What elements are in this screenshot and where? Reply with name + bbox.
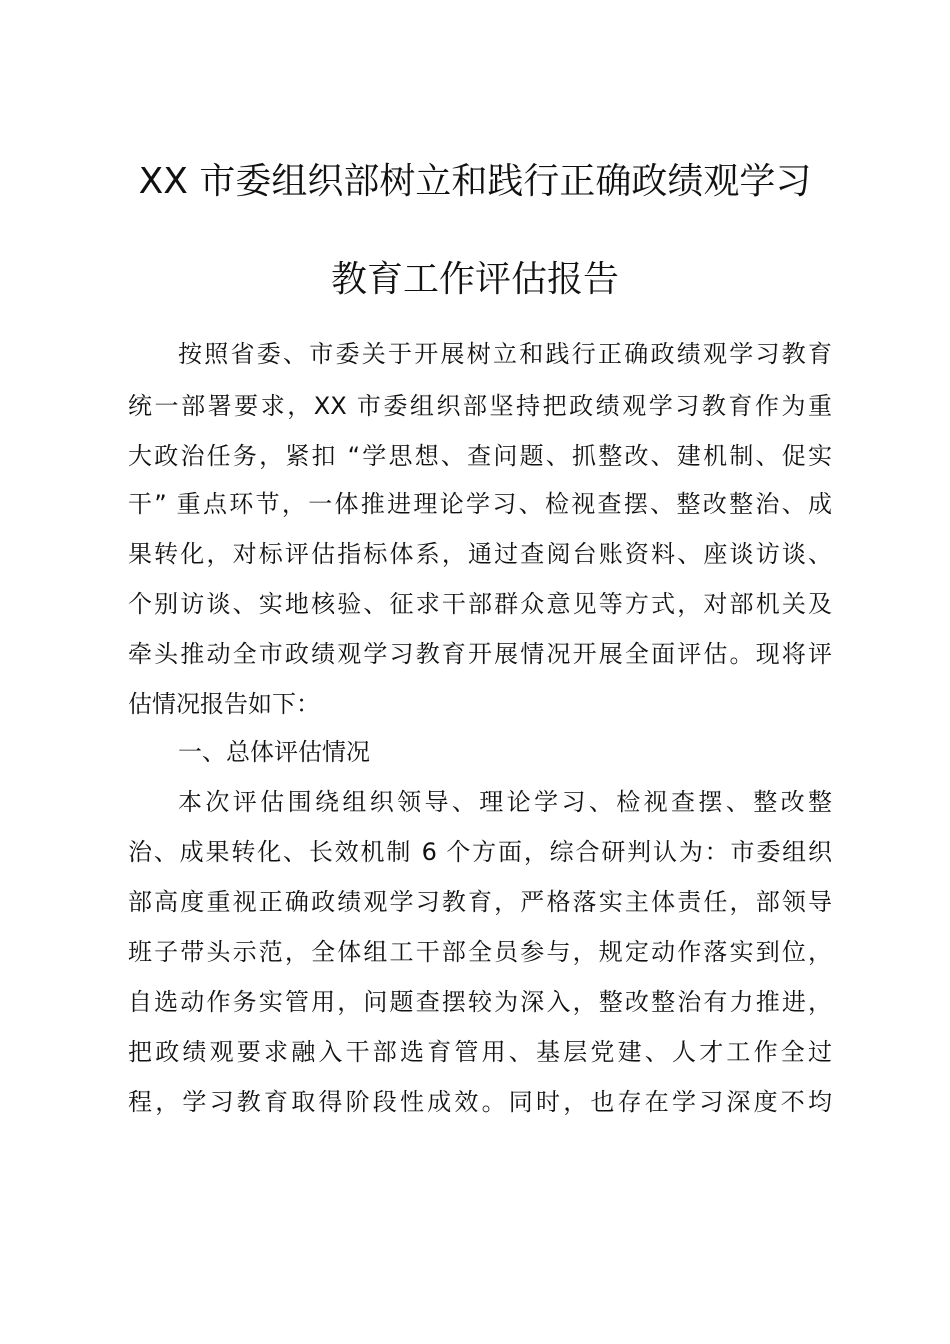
document-title-line-2: 教育工作评估报告 — [330, 259, 619, 300]
paragraph-line: 统一部署要求，XX 市委组织部坚持把政绩观学习教育作为重 — [128, 392, 832, 420]
paragraph-line: 大政治任务，紧扣 “学思想、查问题、抓整改、建机制、促实 — [128, 442, 832, 470]
paragraph-line: 按照省委、市委关于开展树立和践行正确政绩观学习教育 — [178, 340, 832, 368]
paragraph-line: 治、成果转化、长效机制 6 个方面，综合研判认为：市委组织 — [128, 838, 832, 866]
section-heading: 一、总体评估情况 — [178, 738, 370, 766]
paragraph-line: 干” 重点环节，一体推进理论学习、检视查摆、整改整治、成 — [128, 490, 832, 518]
paragraph-line: 部高度重视正确政绩观学习教育，严格落实主体责任，部领导 — [128, 888, 832, 916]
paragraph-line: 个别访谈、实地核验、征求干部群众意见等方式，对部机关及 — [128, 590, 832, 618]
paragraph-line: 自选动作务实管用，问题查摆较为深入，整改整治有力推进， — [128, 988, 832, 1016]
paragraph-line: 把政绩观要求融入干部选育管用、基层党建、人才工作全过 — [128, 1038, 832, 1066]
paragraph-line: 果转化，对标评估指标体系，通过查阅台账资料、座谈访谈、 — [128, 540, 832, 568]
paragraph-line: 程，学习教育取得阶段性成效。同时，也存在学习深度不均 — [128, 1088, 832, 1116]
document-title-line-1: XX 市委组织部树立和践行正确政绩观学习 — [138, 161, 812, 202]
paragraph-line: 估情况报告如下： — [128, 690, 320, 718]
paragraph-line: 班子带头示范，全体组工干部全员参与，规定动作落实到位， — [128, 938, 832, 966]
paragraph-line: 本次评估围绕组织领导、理论学习、检视查摆、整改整 — [178, 788, 832, 816]
paragraph-line: 牵头推动全市政绩观学习教育开展情况开展全面评估。现将评 — [128, 640, 832, 668]
